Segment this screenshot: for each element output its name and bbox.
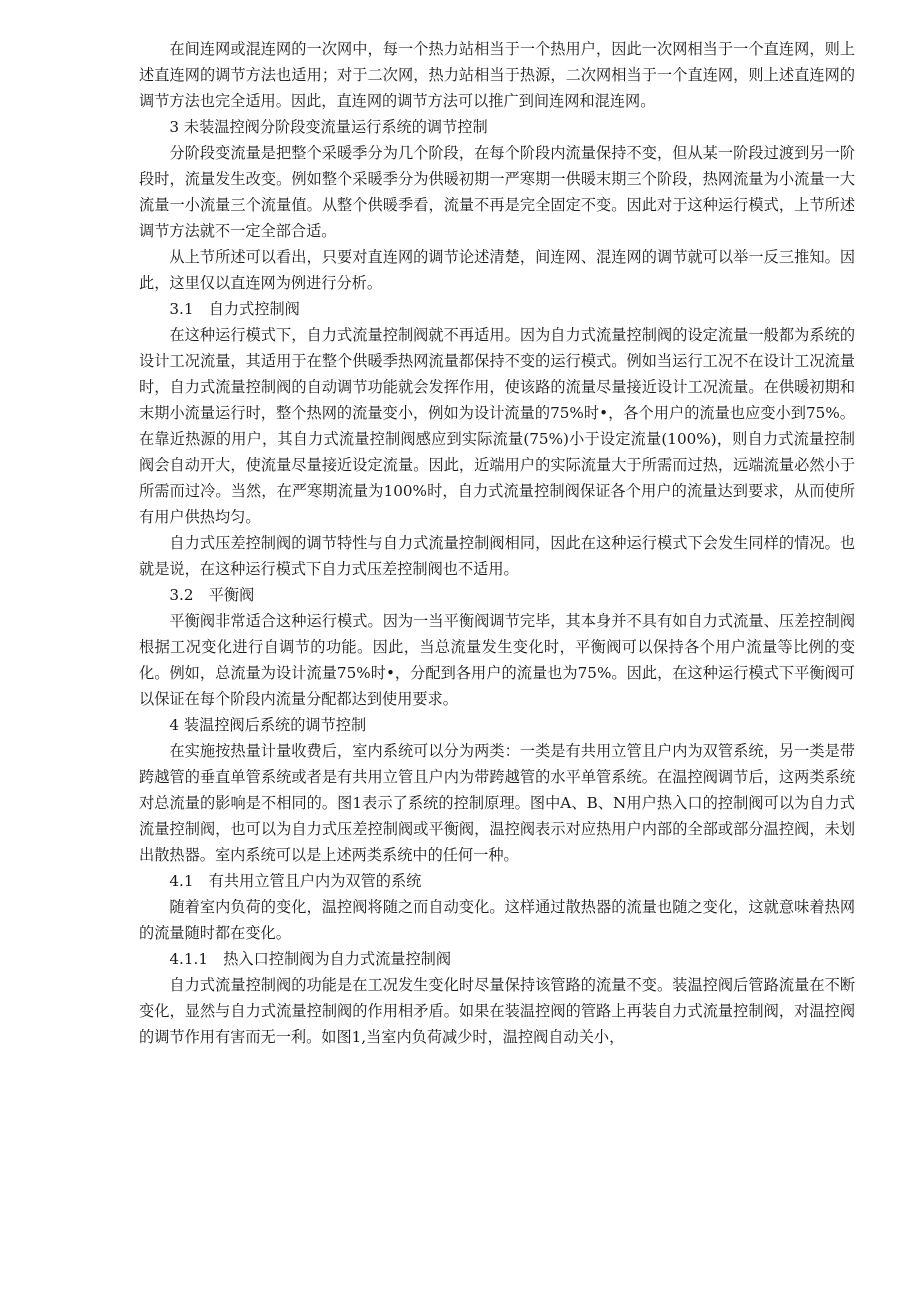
paragraph-load-change: 随着室内负荷的变化，温控阀将随之而自动变化。这样通过散热器的流量也随之变化，这就意味着热网的流量随时都在变化。 [139,898,855,942]
section-heading-4: 4 装温控阀后系统的调节控制 [169,716,367,734]
section-heading-3-1: 3.1 自力式控制阀 [169,300,300,318]
paragraph-self-operated-flow-valve: 在这种运行模式下，自力式流量控制阀就不再适用。因为自力式流量控制阀的设定流量一般都为系统的设计工况流量，其适用于在整个供暖季热网流量都保持不变的运行模式。例如当运行工况不在设计工况流量时，自力式流量控制阀的自动调节功能就会发挥作用，使该路的流量尽量接近设计工况流量。在供暖初期和末期小流量运行时，整个热网的流量变小，例如为设计流量的75%时•，各个用户的流量也应变小到75%。在靠近热源的用户，其自力式流量控制阀感应到实际流量(75%)小于设定流量(100%)，则自力式流量控制阀会自动开大，使流量尽量接近设定流量。因此，近端用户的实际流量大于所需而过热，远端流量必然小于所需而过冷。当然，在严寒期流量为100%时，自力式流量控制阀保证各个用户的流量达到要求，从而使所有用户供热均匀。 [139,326,855,526]
paragraph-self-operated-pressure-valve: 自力式压差控制阀的调节特性与自力式流量控制阀相同，因此在这种运行模式下会发生同样的情况。也就是说，在这种运行模式下自力式压差控制阀也不适用。 [139,534,855,578]
paragraph-intro: 在间连网或混连网的一次网中，每一个热力站相当于一个热用户，因此一次网相当于一个直连网，则上述直连网的调节方法也适用；对于二次网，热力站相当于热源，二次网相当于一个直连网，则上述直连网的调节方法也完全适用。因此，直连网的调节方法可以推广到间连网和混连网。 [139,40,855,110]
paragraph-metering: 在实施按热量计量收费后，室内系统可以分为两类：一类是有共用立管且户内为双管系统，另一类是带跨越管的垂直单管系统或者是有共用立管且户内为带跨越管的水平单管系统。在温控阀调节后，这两类系统对总流量的影响是不相同的。图1表示了系统的控制原理。图中A、B、N用户热入口的控制阀可以为自力式流量控制阀，也可以为自力式压差控制阀或平衡阀，温控阀表示对应热用户内部的全部或部分温控阀，未划出散热器。室内系统可以是上述两类系统中的任何一种。 [139,742,855,864]
paragraph-balance-valve: 平衡阀非常适合这种运行模式。因为一当平衡阀调节完毕，其本身并不具有如自力式流量、压差控制阀根据工况变化进行自调节的功能。因此，当总流量发生变化时，平衡阀可以保持各个用户流量等比例的变化。例如，总流量为设计流量75%时•，分配到各用户的流量也为75%。因此，在这种运行模式下平衡阀可以保证在每个阶段内流量分配都达到使用要求。 [139,612,855,708]
section-heading-3: 3 未装温控阀分阶段变流量运行系统的调节控制 [169,118,488,136]
paragraph-staged-flow: 分阶段变流量是把整个采暖季分为几个阶段，在每个阶段内流量保持不变，但从某一阶段过渡到另一阶段时，流量发生改变。例如整个采暖季分为供暖初期一严寒期一供暖末期三个阶段，热网流量为小流量一大流量一小流量三个流量值。从整个供暖季看，流量不再是完全固定不变。因此对于这种运行模式，上节所述调节方法就不一定全部合适。 [139,144,855,240]
section-heading-4-1: 4.1 有共用立管且户内为双管的系统 [169,872,422,890]
section-heading-4-1-1: 4.1.1 热入口控制阀为自力式流量控制阀 [169,950,452,968]
paragraph-flow-control-valve-function: 自力式流量控制阀的功能是在工况发生变化时尽量保持该管路的流量不变。装温控阀后管路流量在不断变化，显然与自力式流量控制阀的作用相矛盾。如果在装温控阀的管路上再装自力式流量控制阀，对温控阀的调节作用有害而无一利。如图1,当室内负荷减少时，温控阀自动关小， [139,976,855,1046]
section-heading-3-2: 3.2 平衡阀 [169,586,255,604]
document-page [139,36,855,1050]
paragraph-direct-network: 从上节所述可以看出，只要对直连网的调节论述清楚，间连网、混连网的调节就可以举一反三推知。因此，这里仅以直连网为例进行分析。 [139,248,855,292]
